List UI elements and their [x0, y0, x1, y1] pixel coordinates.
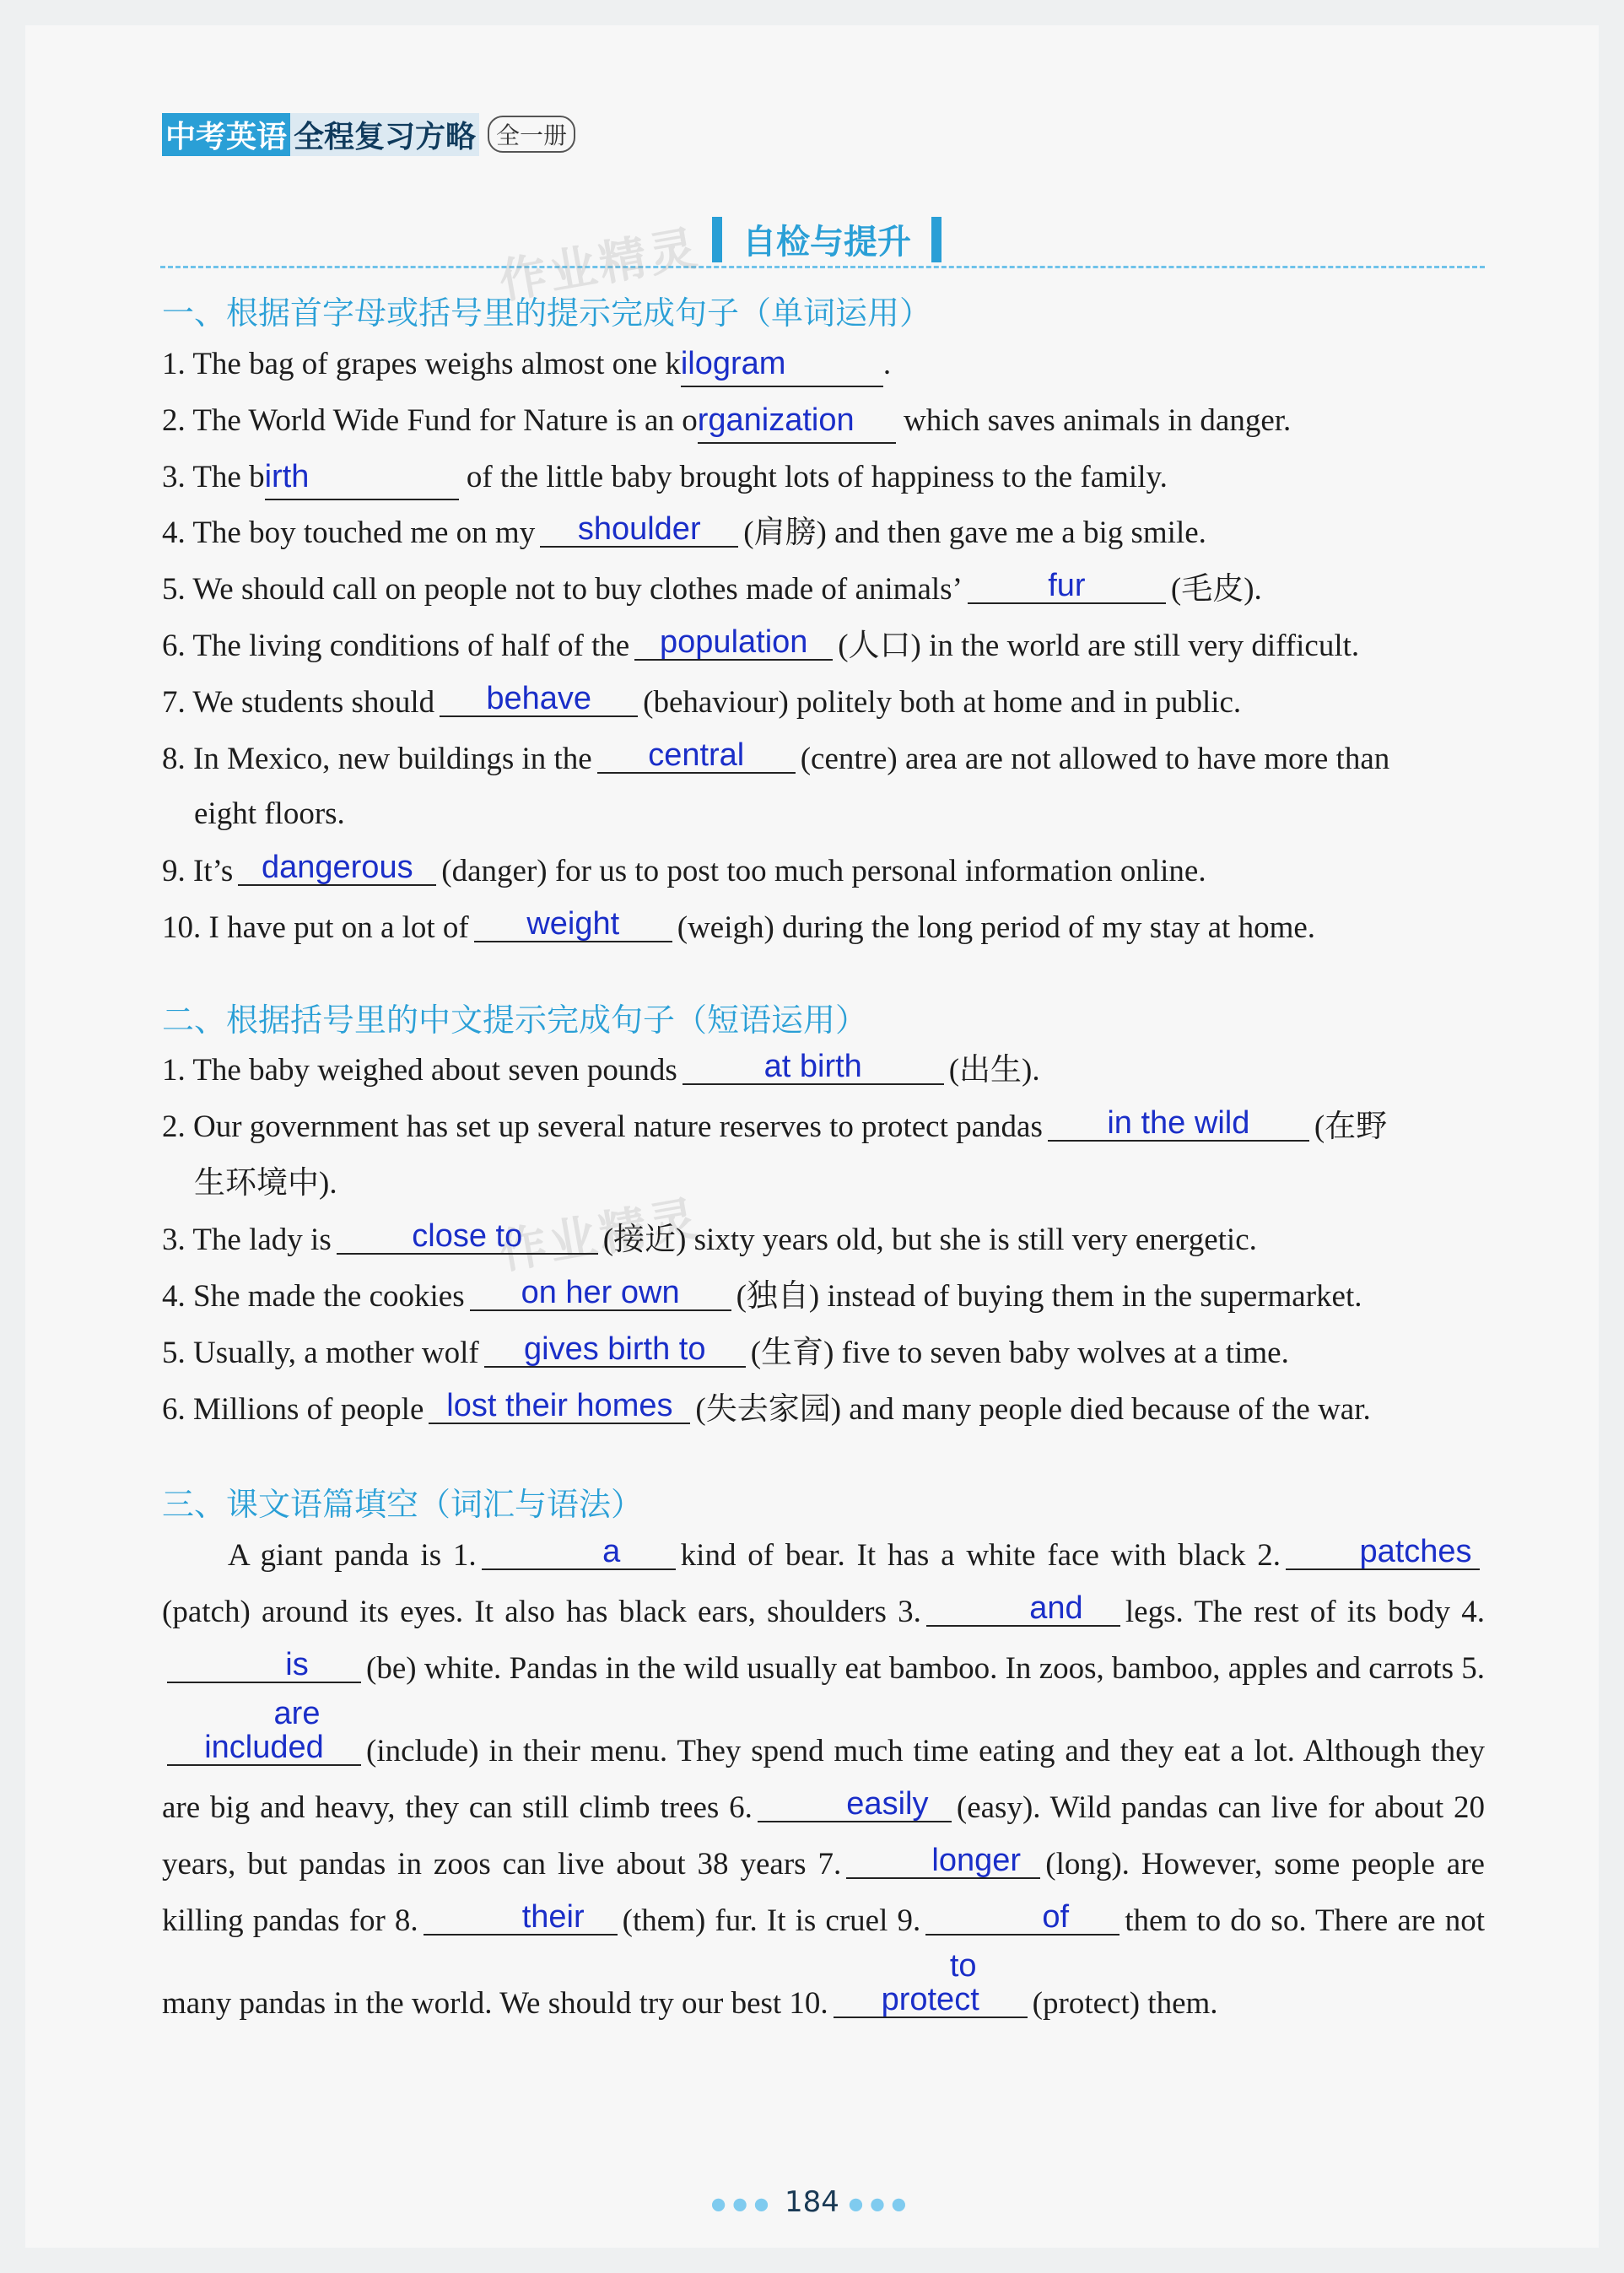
item-text: 6. Millions of people	[162, 1392, 424, 1427]
item-text: 6. The living conditions of half of the	[162, 629, 630, 663]
passage-text: (protect) them.	[1032, 1986, 1218, 2021]
item-text: 5. We should call on people not to buy clothes made of animals’	[162, 572, 963, 607]
answer-blank: behave	[440, 682, 638, 717]
cloze-passage	[162, 1527, 1485, 2032]
item-text: which saves animals in danger.	[895, 403, 1292, 438]
page-number: 184	[785, 2185, 839, 2219]
item-text: of the little baby brought lots of happiness to the family.	[458, 460, 1168, 494]
section-title	[692, 215, 962, 263]
item-text: 4. The boy touched me on my	[162, 516, 536, 550]
answer-blank: patches	[1286, 1535, 1480, 1570]
passage-text: (them) fur. It is cruel 9.	[622, 1903, 921, 1938]
part1-item	[162, 511, 1485, 555]
item-text: 9. It’s	[162, 854, 234, 888]
answer-blank: shoulder	[540, 512, 738, 548]
item-text: (毛皮).	[1170, 572, 1262, 607]
item-text: .	[882, 347, 892, 381]
passage-text: A giant panda is 1.	[228, 1538, 477, 1573]
answer-blank: irth	[265, 455, 459, 500]
item-text: 8. In Mexico, new buildings in the	[162, 742, 592, 776]
answer-blank: lost their homes	[429, 1389, 690, 1424]
item-text: 4. She made the cookies	[162, 1279, 465, 1314]
item-text: 2. The World Wide Fund for Nature is an o	[162, 403, 698, 438]
answer-blank: fur	[968, 569, 1166, 604]
part1-item	[162, 681, 1485, 725]
answer-blank: to protect	[834, 1949, 1028, 2018]
header-subtitle: 全程复习方略	[290, 113, 479, 156]
header-brand: 中考英语	[162, 113, 290, 156]
watermark: 作业精灵	[494, 220, 704, 310]
section-divider	[160, 266, 1485, 268]
answer-blank: population	[634, 625, 833, 661]
answer-blank: central	[597, 738, 796, 774]
item-text: 1. The baby weighed about seven pounds	[162, 1053, 677, 1088]
watermark: 作业精灵	[494, 1190, 704, 1281]
item-text: 3. The b	[162, 460, 265, 494]
item-text: 2. Our government has set up several nature reserves to protect pandas	[162, 1110, 1043, 1144]
part1-item	[162, 455, 1485, 500]
item-text: (出生).	[948, 1053, 1040, 1088]
part2-item	[162, 1388, 1485, 1432]
answer-blank: longer	[846, 1844, 1040, 1879]
passage-text: (easy). Wild pandas can live for about 20 years, but pandas in zoos can live about 38 years 7.	[162, 1790, 1486, 1882]
title-bar-right	[931, 217, 941, 262]
part2-item	[162, 1105, 1485, 1149]
answer-blank: close to	[337, 1219, 598, 1255]
part2-item	[162, 1275, 1485, 1319]
answer-blank: dangerous	[238, 850, 436, 886]
passage-text: them to do so. There are not many pandas in the world. We should try our best 10.	[162, 1903, 1485, 2021]
part3-heading: 三、课文语篇填空（词汇与语法）	[162, 1486, 644, 1523]
answer-blank: weight	[474, 907, 672, 942]
answer-blank: gives birth to	[484, 1332, 746, 1368]
part1-item	[162, 398, 1485, 444]
answer-blank: rganization	[698, 398, 896, 444]
answer-blank: are included	[167, 1697, 361, 1766]
part1-item	[162, 624, 1485, 668]
item-text: 3. The lady is	[162, 1223, 332, 1257]
part1-item-continuation: eight floors.	[194, 796, 345, 831]
part1-item	[162, 906, 1485, 950]
answer-blank: in the wild	[1048, 1106, 1309, 1142]
item-text: (danger) for us to post too much personal information online.	[441, 854, 1206, 888]
header-volume: 全一册	[488, 116, 575, 153]
item-text: (centre) area are not allowed to have more than	[800, 742, 1390, 776]
answer-blank: ilogram	[681, 342, 883, 387]
book-header	[162, 116, 575, 153]
answer-blank: is	[167, 1648, 361, 1683]
passage-text: kind of bear. It has a white face with black 2.	[680, 1538, 1281, 1573]
answer-blank: of	[925, 1900, 1120, 1936]
passage-text: (include) in their menu. They spend much time eating and they eat a lot. Although they are big and heavy, they can still climb trees 6.	[162, 1734, 1485, 1825]
answer-blank: on her own	[470, 1276, 731, 1311]
footer-dots-left: ●●●	[710, 2193, 776, 2214]
item-text: (人口) in the world are still very difficult.	[838, 629, 1360, 663]
part1-item	[162, 568, 1485, 612]
part2-heading: 二、根据括号里的中文提示完成句子（短语运用）	[162, 1002, 868, 1039]
part2-item	[162, 1049, 1485, 1093]
item-text: (生育) five to seven baby wolves at a time.	[750, 1336, 1289, 1370]
passage-text: (long). However, some people are killing pandas for 8.	[162, 1847, 1485, 1938]
page-footer	[0, 2185, 1624, 2219]
item-text: (接近) sixty years old, but she is still very energetic.	[602, 1223, 1257, 1257]
part1-item	[162, 342, 1485, 387]
item-text: (肩膀) and then gave me a big smile.	[743, 516, 1206, 550]
footer-dots-right: ●●●	[848, 2193, 914, 2214]
item-text: 10. I have put on a lot of	[162, 910, 469, 945]
item-text: 7. We students should	[162, 685, 435, 720]
item-text: 5. Usually, a mother wolf	[162, 1336, 479, 1370]
item-text: (behaviour) politely both at home and in public.	[643, 685, 1242, 720]
item-text: (在野	[1314, 1110, 1388, 1144]
passage-text: (be) white. Pandas in the wild usually eat bamboo. In zoos, bamboo, apples and carrots 5.	[366, 1651, 1485, 1686]
passage-text: (patch) around its eyes. It also has black ears, shoulders 3.	[162, 1595, 921, 1629]
part1-item	[162, 850, 1485, 894]
part2-item	[162, 1218, 1485, 1262]
item-text: 1. The bag of grapes weighs almost one k	[162, 347, 681, 381]
part1-item	[162, 737, 1485, 781]
section-title-text: 自检与提升	[742, 223, 911, 262]
answer-blank: at birth	[683, 1050, 944, 1085]
part2-item-continuation: 生环境中).	[194, 1166, 337, 1201]
passage-text: legs. The rest of its body 4.	[1125, 1595, 1485, 1629]
item-text: (weigh) during the long period of my stay at home.	[677, 910, 1316, 945]
item-text: (独自) instead of buying them in the supermarket.	[736, 1279, 1362, 1314]
part2-item	[162, 1331, 1485, 1375]
answer-blank: a	[482, 1535, 676, 1570]
answer-blank: their	[424, 1900, 618, 1936]
answer-blank: and	[926, 1591, 1120, 1627]
answer-blank: easily	[758, 1787, 952, 1822]
item-text: (失去家园) and many people died because of the war.	[695, 1392, 1371, 1427]
title-bar-left	[712, 217, 722, 262]
part1-heading: 一、根据首字母或括号里的提示完成句子（单词运用）	[162, 294, 932, 332]
